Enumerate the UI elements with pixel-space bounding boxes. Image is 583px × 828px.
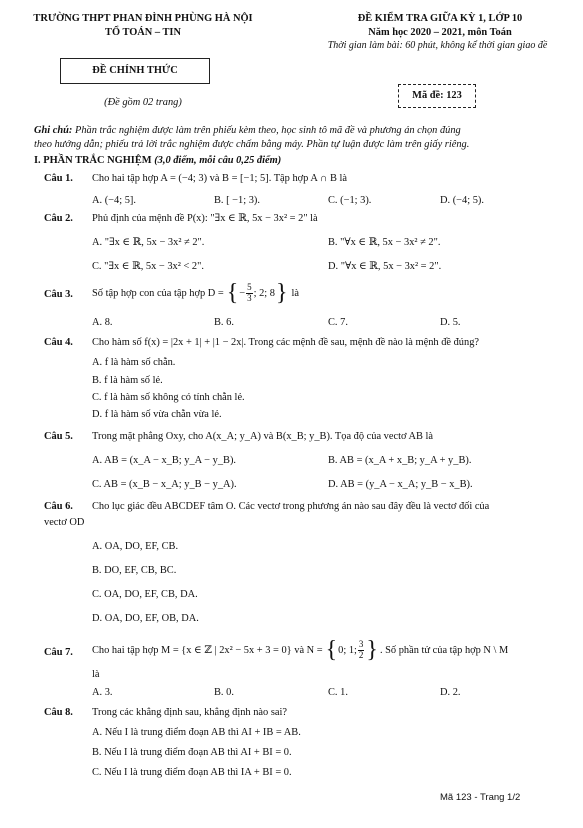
time-note: Thời gian làm bài: 60 phút, không kể thời gian giao đề: [327, 40, 548, 51]
question-3-fraction: [246, 283, 253, 303]
question-4-option-b: B. f là hàm số lẻ.: [92, 375, 163, 386]
question-7-option-c: C. 1.: [328, 687, 348, 698]
question-3-option-c: C. 7.: [328, 317, 348, 328]
question-6-option-b: B. DO, EF, CB, BC.: [92, 565, 177, 576]
question-7-text-2: là: [92, 669, 100, 680]
official-label: ĐỀ CHÍNH THỨC: [60, 58, 210, 84]
question-5-option-c: C. AB = (x_B − x_A; y_B − y_A).: [92, 479, 237, 490]
question-6-option-c: C. OA, DO, EF, CB, DA.: [92, 589, 198, 600]
left-brace: {: [325, 637, 338, 663]
question-5-option-d: D. AB = (y_A − x_A; y_B − x_B).: [328, 479, 473, 490]
note-label: Ghi chú:: [34, 125, 73, 136]
question-3-text: [92, 280, 299, 306]
question-4-option-a: A. f là hàm số chẵn.: [92, 357, 176, 368]
question-7-text-pre: Cho hai tập hợp M = {x ∈ ℤ | 2x² − 5x + 3 = 0} và N =: [92, 644, 323, 656]
question-3-label: Câu 3.: [44, 289, 73, 300]
question-7-text: [92, 636, 508, 664]
question-6-label: Câu 6.: [44, 501, 73, 512]
fraction-numerator: 5: [247, 282, 252, 293]
question-6-option-a: A. OA, DO, EF, CB.: [92, 541, 179, 552]
question-7-option-a: A. 3.: [92, 687, 113, 698]
school-name: TRƯỜNG THPT PHAN ĐÌNH PHÙNG HÀ NỘI: [33, 13, 253, 24]
question-6-text: Cho lục giác đều ABCDEF tâm O. Các vectơ trong phương án nào sau đây đều là vectơ đối của: [92, 501, 490, 512]
question-3-neg: −: [239, 287, 246, 299]
question-3-option-d: D. 5.: [440, 317, 461, 328]
question-8-option-a: A. Nếu I là trung điểm đoạn AB thì AI + IB = AB.: [92, 727, 301, 738]
note-text-2: theo hướng dẫn; phiếu trả lời trắc nghiệm được chấm bằng máy. Phần tự luận được làm trên giấy riêng.: [34, 139, 470, 150]
question-3-text-pre: Số tập hợp con của tập hợp D =: [92, 287, 224, 299]
question-7-label: Câu 7.: [44, 647, 73, 658]
question-2-label: Câu 2.: [44, 213, 73, 224]
note-text-1: Phần trắc nghiệm được làm trên phiếu kèm theo, học sinh tô mã đề và phương án chọn đúng: [75, 125, 461, 136]
question-3-option-a: A. 8.: [92, 317, 113, 328]
question-8-option-b: B. Nếu I là trung điểm đoạn AB thì AI + BI = 0.: [92, 747, 292, 758]
question-1-label: Câu 1.: [44, 173, 73, 184]
question-6-text-2: vectơ OD: [44, 517, 85, 528]
section-heading: [34, 154, 281, 167]
right-brace: }: [275, 280, 288, 306]
question-7-text-post: . Số phần tử của tập hợp N \ M: [379, 644, 509, 656]
question-2-option-b: B. "∀x ∈ ℝ, 5x − 3x² ≠ 2".: [328, 237, 441, 248]
question-4-option-d: D. f là hàm số vừa chẵn vừa lẻ.: [92, 409, 222, 420]
question-2-option-a: A. "∃x ∈ ℝ, 5x − 3x² ≠ 2".: [92, 237, 205, 248]
question-4-text: Cho hàm số f(x) = |2x + 1| + |1 − 2x|. Trong các mệnh đề sau, mệnh đề nào là mệnh đề đúng?: [92, 337, 479, 348]
question-5-label: Câu 5.: [44, 431, 73, 442]
question-5-text: Trong mặt phẳng Oxy, cho A(x_A; y_A) và B(x_B; y_B). Tọa độ của vectơ AB là: [92, 431, 434, 442]
question-8-text: Trong các khẳng định sau, khẳng định nào sai?: [92, 707, 287, 718]
question-1-text: Cho hai tập hợp A = (−4; 3) và B = [−1; 5]. Tập hợp A ∩ B là: [92, 173, 348, 184]
question-5-option-b: B. AB = (x_A + x_B; y_A + y_B).: [328, 455, 472, 466]
section-title: I. PHẦN TRẮC NGHIỆM: [34, 155, 152, 166]
question-2-option-d: D. "∀x ∈ ℝ, 5x − 3x² = 2".: [328, 261, 442, 272]
question-3-set-tail: ; 2; 8: [253, 287, 275, 299]
question-6-option-d: D. OA, DO, EF, OB, DA.: [92, 613, 199, 624]
section-subtitle: (3,0 điểm, mỗi câu 0,25 điểm): [154, 155, 282, 166]
question-8-label: Câu 8.: [44, 707, 73, 718]
question-1-option-a: A. (−4; 5].: [92, 195, 136, 206]
exam-title: ĐỀ KIỂM TRA GIỮA KỲ 1, LỚP 10: [357, 13, 523, 24]
fraction-numerator: 3: [358, 639, 364, 650]
question-1-option-c: C. (−1; 3).: [328, 195, 372, 206]
year-subject: Năm học 2020 – 2021, môn Toán: [368, 27, 512, 38]
fraction-denominator: 2: [358, 649, 364, 660]
question-2-text: Phủ định của mệnh đề P(x): "∃x ∈ ℝ, 5x − 3x² = 2" là: [92, 213, 318, 224]
page-footer: Mã 123 - Trang 1/2: [440, 792, 521, 803]
note-line-1: [34, 124, 461, 137]
question-3-text-post: là: [291, 287, 300, 299]
question-8-option-c: C. Nếu I là trung điểm đoạn AB thì IA + BI = 0.: [92, 767, 292, 778]
question-7-set-head: 0; 1;: [338, 644, 357, 656]
question-7-option-d: D. 2.: [440, 687, 461, 698]
right-brace: }: [366, 637, 378, 663]
question-4-option-c: C. f là hàm số không có tính chẵn lẻ.: [92, 392, 245, 403]
page-count: (Đề gồm 02 trang): [104, 97, 182, 108]
question-4-label: Câu 4.: [44, 337, 73, 348]
fraction-denominator: 3: [247, 292, 252, 303]
question-1-option-b: B. [ −1; 3).: [214, 195, 260, 206]
question-7-option-b: B. 0.: [214, 687, 234, 698]
exam-code: Mã đề: 123: [398, 84, 476, 108]
question-5-option-a: A. AB = (x_A − x_B; y_A − y_B).: [92, 455, 237, 466]
question-7-fraction: [358, 640, 365, 660]
left-brace: {: [226, 280, 239, 306]
question-3-option-b: B. 6.: [214, 317, 234, 328]
question-2-option-c: C. "∃x ∈ ℝ, 5x − 3x² < 2".: [92, 261, 204, 272]
department-name: TỔ TOÁN – TIN: [105, 27, 181, 38]
question-1-option-d: D. (−4; 5).: [440, 195, 484, 206]
